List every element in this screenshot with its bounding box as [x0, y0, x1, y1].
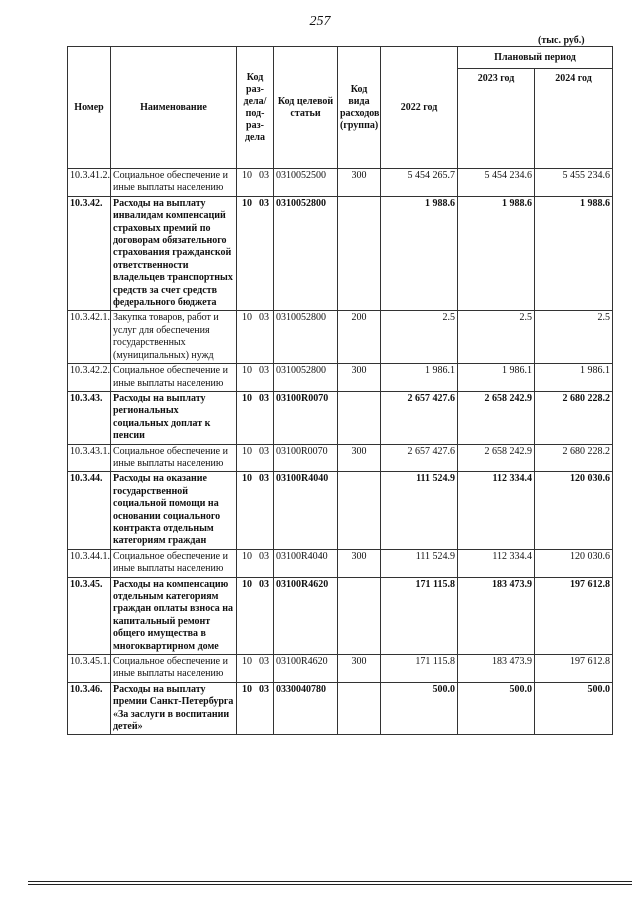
row-value-2022: 111 524.9 — [381, 549, 458, 577]
table-row — [68, 196, 613, 311]
row-value-2022: 2 657 427.6 — [381, 444, 458, 472]
row-section: 10 — [242, 578, 252, 590]
units-label: (тыс. руб.) — [538, 35, 585, 46]
row-section: 10 — [242, 550, 252, 562]
header-target-code: Код целевой статьи — [274, 47, 338, 169]
row-name: Социальное обеспечение и иные выплаты населению — [111, 364, 237, 392]
row-section-code — [237, 311, 274, 364]
row-subsection: 03 — [259, 312, 269, 324]
row-section-code — [237, 391, 274, 444]
row-subsection: 03 — [259, 473, 269, 485]
row-expense-type: 300 — [338, 169, 381, 197]
row-number: 10.3.44. — [68, 472, 111, 549]
row-target-code: 0310052800 — [274, 196, 338, 311]
row-section-code — [237, 577, 274, 654]
row-value-2022: 111 524.9 — [381, 472, 458, 549]
row-value-2023: 112 334.4 — [458, 549, 535, 577]
row-number: 10.3.42. — [68, 196, 111, 311]
row-value-2023: 500.0 — [458, 682, 535, 735]
row-target-code: 0310052800 — [274, 311, 338, 364]
bottom-rule-secondary — [28, 884, 632, 885]
row-name: Закупка товаров, работ и услуг для обеспечения государственных (муниципальных) нужд — [111, 311, 237, 364]
row-expense-type: 300 — [338, 364, 381, 392]
header-section-code: Код раз-дела/ под-раз-дела — [237, 47, 274, 169]
row-value-2023: 183 473.9 — [458, 655, 535, 683]
row-value-2023: 183 473.9 — [458, 577, 535, 654]
row-section: 10 — [242, 445, 252, 457]
table-row — [68, 682, 613, 735]
row-name: Расходы на оказание государственной социальной помощи на основании социального контракта отдельным категориям граждан — [111, 472, 237, 549]
row-section-code — [237, 549, 274, 577]
row-expense-type — [338, 196, 381, 311]
row-target-code: 0310052800 — [274, 364, 338, 392]
row-expense-type: 300 — [338, 655, 381, 683]
table-row — [68, 549, 613, 577]
row-value-2022: 500.0 — [381, 682, 458, 735]
row-section: 10 — [242, 170, 252, 181]
row-subsection: 03 — [259, 656, 269, 668]
row-subsection: 03 — [259, 683, 269, 695]
row-number: 10.3.44.1. — [68, 549, 111, 577]
row-value-2023: 1 988.6 — [458, 196, 535, 311]
page-number: 257 — [309, 14, 331, 29]
row-target-code: 03100R4620 — [274, 655, 338, 683]
row-name: Расходы на выплату региональных социальных доплат к пенсии — [111, 391, 237, 444]
row-value-2022: 1 986.1 — [381, 364, 458, 392]
row-value-2023: 112 334.4 — [458, 472, 535, 549]
header-year-2024: 2024 год — [535, 69, 613, 169]
row-target-code: 03100R0070 — [274, 444, 338, 472]
row-section-code — [237, 444, 274, 472]
row-name: Социальное обеспечение и иные выплаты населению — [111, 549, 237, 577]
row-section: 10 — [242, 683, 252, 695]
row-value-2023: 2 658 242.9 — [458, 444, 535, 472]
row-section-code — [237, 472, 274, 549]
row-name: Социальное обеспечение и иные выплаты населению — [111, 169, 237, 197]
row-section-code — [237, 682, 274, 735]
row-section: 10 — [242, 656, 252, 668]
row-name: Расходы на выплату премии Санкт-Петербурга «За заслуги в воспитании детей» — [111, 682, 237, 735]
row-value-2022: 2 657 427.6 — [381, 391, 458, 444]
row-value-2022: 171 115.8 — [381, 655, 458, 683]
table-header — [68, 47, 613, 169]
row-value-2022: 2.5 — [381, 311, 458, 364]
header-year-2022: 2022 год — [381, 47, 458, 169]
row-number: 10.3.42.1. — [68, 311, 111, 364]
row-number: 10.3.41.2. — [68, 169, 111, 197]
row-section-code — [237, 655, 274, 683]
row-value-2022: 171 115.8 — [381, 577, 458, 654]
row-target-code: 03100R4040 — [274, 472, 338, 549]
table-row — [68, 364, 613, 392]
row-value-2024: 197 612.8 — [535, 655, 613, 683]
row-expense-type — [338, 472, 381, 549]
row-section: 10 — [242, 312, 252, 324]
row-subsection: 03 — [259, 445, 269, 457]
row-value-2024: 500.0 — [535, 682, 613, 735]
table-body — [68, 169, 613, 735]
row-target-code: 0310052500 — [274, 169, 338, 197]
row-target-code: 0330040780 — [274, 682, 338, 735]
row-name: Расходы на выплату инвалидам компенсаций страховых премий по договорам обязательного страхования гражданской ответственности владельцев транспортных средств за счет средств федерального бюджета — [111, 196, 237, 311]
row-value-2022: 5 454 265.7 — [381, 169, 458, 197]
row-value-2024: 2 680 228.2 — [535, 391, 613, 444]
row-number: 10.3.45.1. — [68, 655, 111, 683]
row-section-code — [237, 169, 274, 197]
row-target-code: 03100R4040 — [274, 549, 338, 577]
row-value-2024: 2.5 — [535, 311, 613, 364]
budget-table — [67, 46, 613, 735]
row-value-2022: 1 988.6 — [381, 196, 458, 311]
header-year-2023: 2023 год — [458, 69, 535, 169]
row-value-2023: 2 658 242.9 — [458, 391, 535, 444]
row-section: 10 — [242, 197, 252, 209]
row-expense-type: 300 — [338, 444, 381, 472]
row-expense-type — [338, 391, 381, 444]
row-target-code: 03100R0070 — [274, 391, 338, 444]
row-value-2023: 1 986.1 — [458, 364, 535, 392]
header-name: Наименование — [111, 47, 237, 169]
row-name: Социальное обеспечение и иные выплаты населению — [111, 444, 237, 472]
row-target-code: 03100R4620 — [274, 577, 338, 654]
row-number: 10.3.43.1. — [68, 444, 111, 472]
row-expense-type: 200 — [338, 311, 381, 364]
row-number: 10.3.43. — [68, 391, 111, 444]
header-planned-period: Плановый период — [458, 47, 613, 69]
row-value-2024: 5 455 234.6 — [535, 169, 613, 197]
table-row — [68, 655, 613, 683]
row-subsection: 03 — [259, 550, 269, 562]
row-section: 10 — [242, 473, 252, 485]
row-subsection: 03 — [259, 578, 269, 590]
row-section-code — [237, 196, 274, 311]
row-number: 10.3.45. — [68, 577, 111, 654]
row-subsection: 03 — [259, 170, 269, 181]
row-name: Расходы на компенсацию отдельным категориям граждан оплаты взноса на капитальный ремонт общего имущества в многоквартирном доме — [111, 577, 237, 654]
row-number: 10.3.42.2. — [68, 364, 111, 392]
table-row — [68, 169, 613, 197]
row-section: 10 — [242, 392, 252, 404]
row-section: 10 — [242, 365, 252, 377]
bottom-rule — [28, 881, 632, 882]
row-subsection: 03 — [259, 392, 269, 404]
row-value-2024: 120 030.6 — [535, 472, 613, 549]
row-value-2024: 197 612.8 — [535, 577, 613, 654]
row-subsection: 03 — [259, 197, 269, 209]
row-expense-type — [338, 577, 381, 654]
table-row — [68, 311, 613, 364]
table-row — [68, 577, 613, 654]
row-number: 10.3.46. — [68, 682, 111, 735]
row-expense-type — [338, 682, 381, 735]
row-value-2023: 2.5 — [458, 311, 535, 364]
header-expense-type-code: Код вида расходов (группа) — [338, 47, 381, 169]
row-value-2024: 1 986.1 — [535, 364, 613, 392]
row-name: Социальное обеспечение и иные выплаты населению — [111, 655, 237, 683]
row-value-2024: 2 680 228.2 — [535, 444, 613, 472]
table-row — [68, 444, 613, 472]
table-row — [68, 472, 613, 549]
row-value-2024: 120 030.6 — [535, 549, 613, 577]
row-value-2024: 1 988.6 — [535, 196, 613, 311]
row-section-code — [237, 364, 274, 392]
table-row — [68, 391, 613, 444]
row-subsection: 03 — [259, 365, 269, 377]
row-value-2023: 5 454 234.6 — [458, 169, 535, 197]
header-number: Номер — [68, 47, 111, 169]
row-expense-type: 300 — [338, 549, 381, 577]
